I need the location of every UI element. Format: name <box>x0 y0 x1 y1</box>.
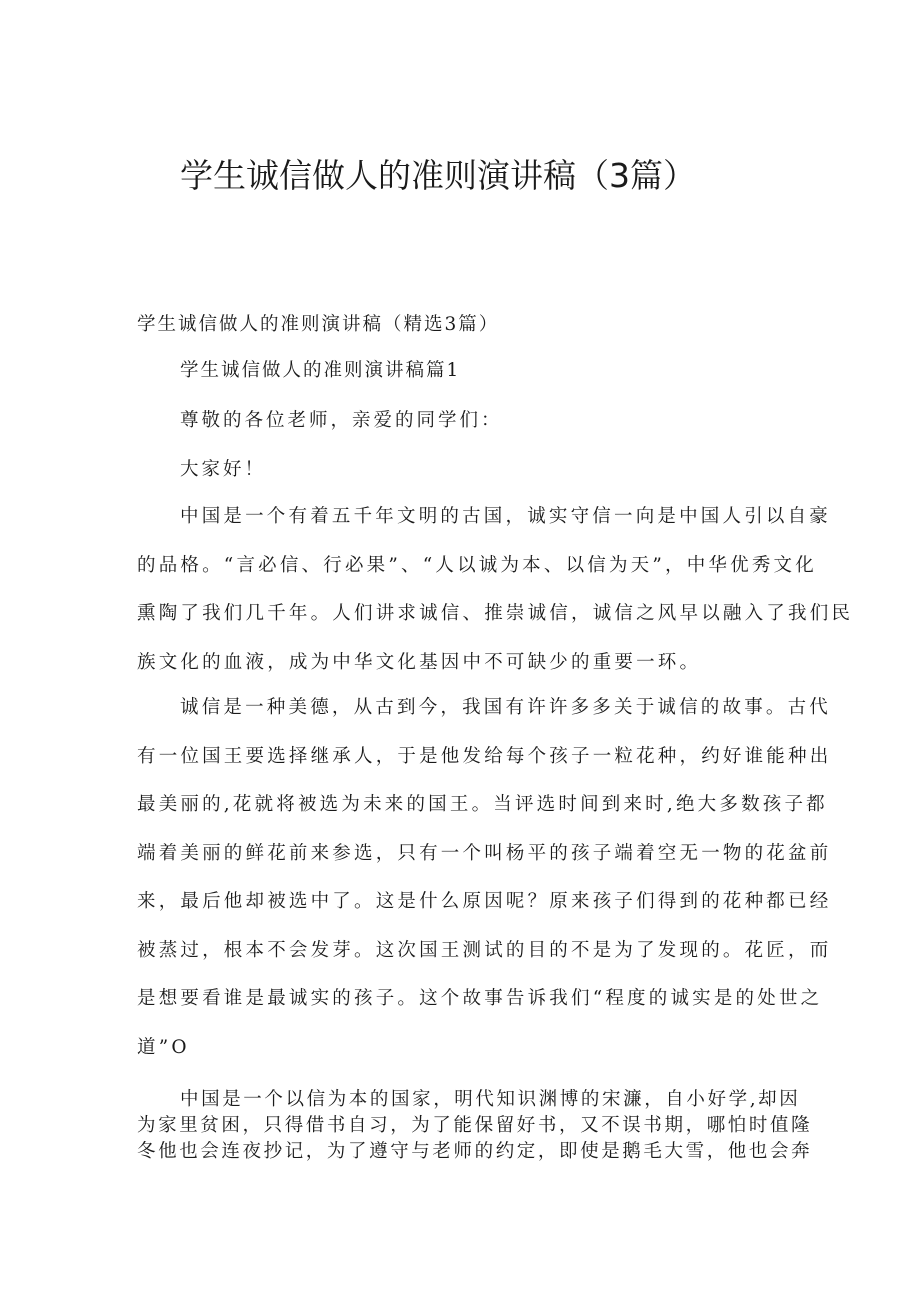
paragraph-line: 是想要看谁是最诚实的孩子。这个故事告诉我们“程度的诚实是的处世之 <box>137 988 823 1009</box>
paragraph-line: 的品格。“言必信、行必果”、“人以诚为本、以信为天”，中华优秀文化 <box>137 554 817 576</box>
paragraph-line: 族文化的血液，成为中华文化基因中不可缺少的重要一环。 <box>137 651 702 673</box>
paragraph-line: 道”O <box>137 1036 190 1058</box>
paragraph-line: 中国是一个以信为本的国家，明代知识渊博的宋濂，自小好学,却因 <box>180 1089 801 1110</box>
paragraph-line: 端着美丽的鲜花前来参选，只有一个叫杨平的孩子端着空无一物的花盆前 <box>137 842 832 864</box>
paragraph-1 <box>137 504 854 698</box>
paragraph-line: 来，最后他却被选中了。这是什么原因呢？原来孩子们得到的花种都已经 <box>137 891 832 912</box>
document-subtitle: 学生诚信做人的准则演讲稿（精选3篇） <box>137 314 500 335</box>
greeting: 大家好！ <box>180 459 267 480</box>
paragraph-line: 最美丽的,花就将被选为未来的国王。当评选时间到来时,绝大多数孩子都 <box>137 794 828 815</box>
paragraph-line: 冬他也会连夜抄记，为了遵守与老师的约定，即使是鹅毛大雪，他也会奔 <box>137 1141 813 1162</box>
paragraph-line: 熏陶了我们几千年。人们讲求诚信、推崇诚信，诚信之风早以融入了我们民 <box>137 603 854 624</box>
section-heading: 学生诚信做人的准则演讲稿篇1 <box>180 360 461 381</box>
paragraph-line: 诚信是一种美德，从古到今，我国有许许多多关于诚信的故事。古代 <box>180 697 832 718</box>
paragraph-line: 被蒸过，根本不会发芽。这次国王测试的目的不是为了发现的。花匠，而 <box>137 939 832 961</box>
paragraph-line: 有一位国王要选择继承人，于是他发给每个孩子一粒花种，约好谁能种出 <box>137 745 832 767</box>
paragraph-line: 为家里贫困，只得借书自习，为了能保留好书，又不误书期，哪怕时值隆 <box>137 1115 813 1136</box>
paragraph-3 <box>137 1087 813 1165</box>
paragraph-line: 中国是一个有着五千年文明的古国，诚实守信一向是中国人引以自豪 <box>180 506 832 527</box>
salutation: 尊敬的各位老师，亲爱的同学们： <box>180 410 503 431</box>
paragraph-2 <box>137 695 832 1083</box>
document-title: 学生诚信做人的准则演讲稿（3篇） <box>180 156 696 195</box>
